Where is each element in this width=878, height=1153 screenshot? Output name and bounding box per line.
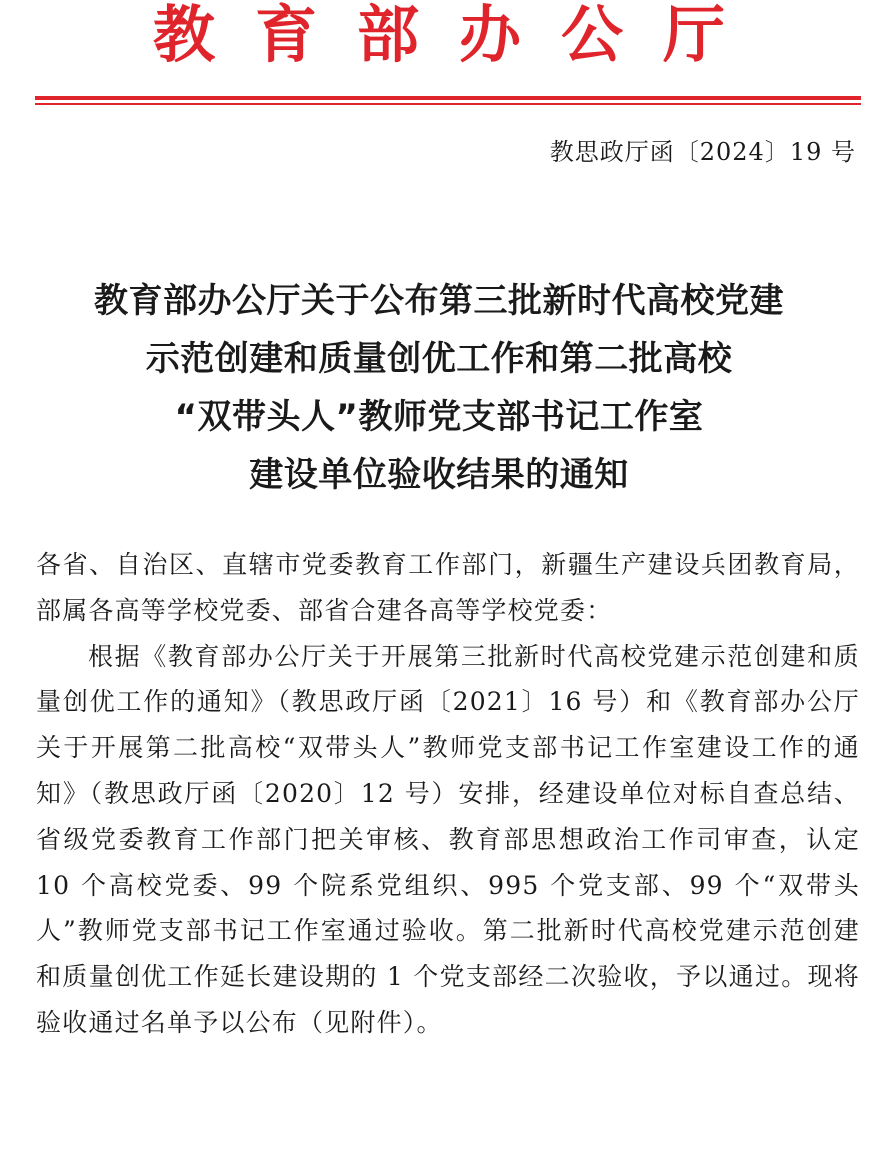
document-title bbox=[0, 272, 878, 504]
document-number: 教思政厅函〔2024〕19 号 bbox=[549, 138, 856, 166]
title-line: 示范创建和质量创优工作和第二批高校 bbox=[145, 339, 733, 379]
recipients-paragraph: 各省、自治区、直辖市党委教育工作部门，新疆生产建设兵团教育局，部属各高等学校党委、部省合建各高等学校党委： bbox=[36, 550, 860, 625]
document-body bbox=[36, 542, 860, 1046]
header-red-rule-thick bbox=[35, 96, 861, 100]
title-line: 教育部办公厅关于公布第三批新时代高校党建 bbox=[94, 281, 784, 321]
title-line: “双带头人”教师党支部书记工作室 bbox=[174, 397, 704, 437]
title-line: 建设单位验收结果的通知 bbox=[249, 455, 629, 495]
body-paragraph: 根据《教育部办公厅关于开展第三批新时代高校党建示范创建和质量创优工作的通知》（教思政厅函〔2021〕16 号）和《教育部办公厅关于开展第二批高校“双带头人”教师党支部书记工作室建设工作的通知》（教思政厅函〔2020〕12 号）安排，经建设单位对标自查总结、省级党委教育工作部门把关审核、教育部思想政治工作司审查，认定 10 个高校党委、99 个院系党组织、995 个党支部、99 个“双带头人”教师党支部书记工作室通过验收。第二批新时代高校党建示范创建和质量创优工作延长建设期的 1 个党支部经二次验收，予以通过。现将验收通过名单予以公布（见附件）。 bbox=[36, 641, 860, 1037]
issuing-authority-header: 教育部办公厅 bbox=[152, 0, 765, 71]
header-red-rule-thin bbox=[35, 103, 861, 105]
